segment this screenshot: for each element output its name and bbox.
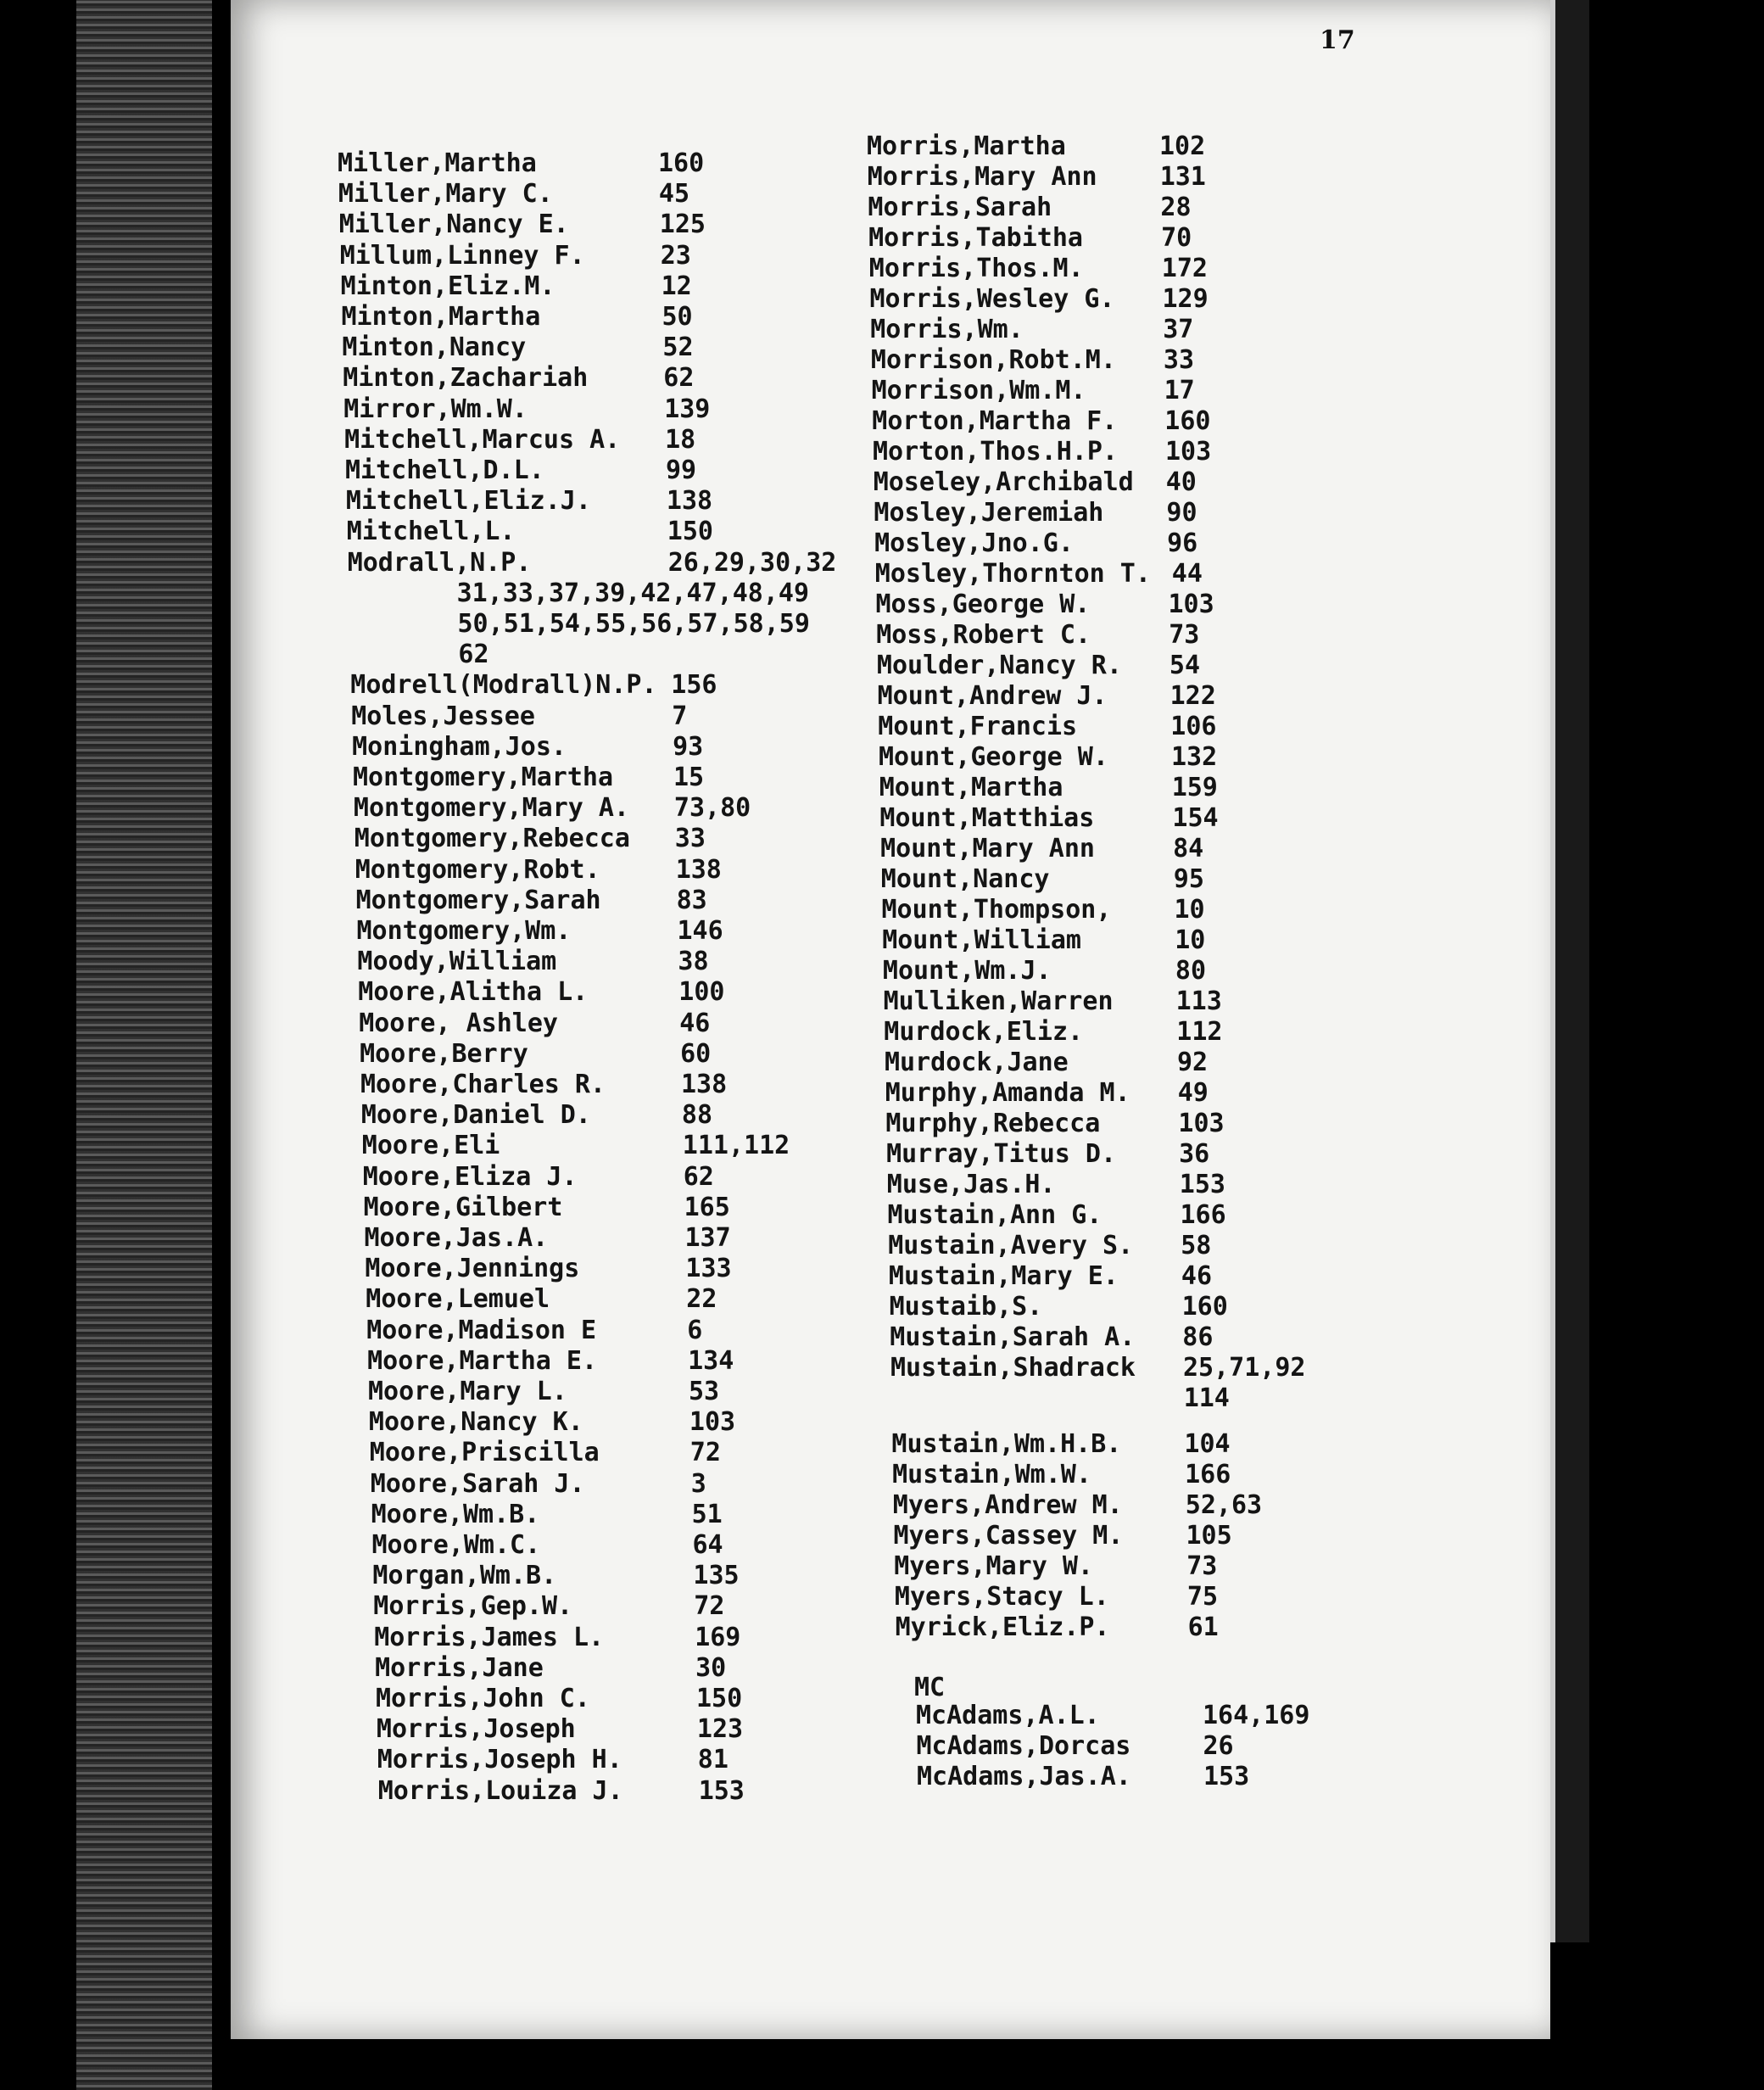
entry-pages: 49	[1177, 1078, 1209, 1108]
entry-name: Morris,Jane	[375, 1652, 544, 1683]
entry-pages: 160	[658, 148, 705, 178]
entry-pages: 50,51,54,55,56,57,58,59	[457, 609, 810, 639]
entry-name: Mitchell,D.L.	[345, 455, 544, 485]
entry-name: Morris,James L.	[374, 1622, 605, 1652]
entry-name: Mount,George W.	[879, 742, 1108, 772]
entry-name: Morris,Gep.W.	[373, 1591, 573, 1622]
entry-pages: 46	[1181, 1261, 1213, 1291]
entry-name: Mustain,Mary E.	[888, 1261, 1119, 1291]
entry-name: Mount,Francis	[878, 712, 1078, 741]
entry-pages: 31,33,37,39,42,47,48,49	[456, 578, 810, 608]
entry-name: Morrison,Wm.M.	[871, 376, 1086, 405]
entry-name: Morton,Martha F.	[872, 406, 1118, 436]
entry-pages: 112	[1176, 1017, 1223, 1047]
entry-pages: 100	[678, 977, 725, 1008]
entry-name: Moore,Priscilla	[369, 1438, 600, 1468]
entry-pages: 62	[663, 363, 695, 394]
entry-pages: 46	[679, 1008, 711, 1038]
entry-name: Moore,Jennings	[365, 1254, 580, 1284]
entry-pages: 90	[1166, 498, 1197, 528]
entry-pages: 17	[1164, 376, 1195, 405]
entry-pages: 160	[1164, 406, 1211, 436]
entry-name: Minton,Zachariah	[343, 363, 589, 394]
entry-name: Myrick,Eliz.P.	[895, 1612, 1110, 1642]
entry-pages: 44	[1171, 559, 1203, 589]
entry-name: Mulliken,Warren	[883, 986, 1114, 1016]
entry-name: Moore,Sarah J.	[370, 1468, 585, 1499]
entry-pages: 73	[1169, 620, 1200, 650]
entry-name: Mitchell,L.	[346, 517, 516, 547]
entry-name: Moss,George W.	[875, 590, 1091, 619]
entry-pages: 23	[660, 240, 691, 271]
entry-pages: 36	[1179, 1139, 1210, 1169]
entry-pages: 22	[686, 1284, 717, 1315]
entry-name: Moore,Nancy K.	[368, 1407, 583, 1438]
entry-name: Morris,Wm.	[870, 315, 1024, 344]
entry-pages: 125	[659, 210, 706, 240]
page-number: 17	[1320, 25, 1355, 55]
entry-pages: 18	[665, 424, 696, 455]
entry-pages: 106	[1170, 712, 1217, 741]
entry-pages: 40	[1165, 467, 1197, 497]
entry-name: Morris,Thos.M.	[868, 254, 1084, 283]
entry-name: Mount,Wm.J.	[882, 956, 1052, 986]
entry-pages: 114	[1183, 1383, 1230, 1413]
entry-name: Moulder,Nancy R.	[876, 651, 1122, 680]
entry-pages: 52,63	[1185, 1490, 1263, 1520]
entry-name: Moore,Daniel D.	[360, 1100, 591, 1131]
entry-name: Myers,Cassey M.	[893, 1521, 1124, 1551]
entry-name: McAdams,Jas.A.	[917, 1762, 1131, 1791]
entry-name: Modrall,N.P.	[347, 547, 532, 578]
book-binding-edge	[76, 0, 212, 2090]
entry-pages: 134	[688, 1345, 734, 1376]
entry-name: Mount,Thompson,	[881, 895, 1112, 925]
entry-name: Morris,Martha	[867, 131, 1066, 161]
entry-name: Myers,Stacy L.	[894, 1582, 1109, 1612]
entry-pages: 33	[1163, 345, 1195, 375]
entry-name: Montgomery,Rebecca	[354, 824, 630, 854]
entry-name: Moore,Eli	[361, 1131, 500, 1161]
entry-name: Mount,Mary Ann	[880, 834, 1095, 863]
entry-name: Minton,Martha	[341, 302, 541, 332]
entry-pages: 103	[1168, 590, 1214, 619]
entry-name: Murphy,Rebecca	[885, 1109, 1101, 1138]
entry-name: McAdams,A.L.	[916, 1701, 1100, 1730]
entry-name: Mustain,Avery S.	[888, 1231, 1134, 1260]
entry-name: Moore,Lemuel	[366, 1284, 550, 1315]
entry-name: Morrison,Robt.M.	[870, 345, 1116, 375]
entry-name: Mosley,Jno.G.	[874, 528, 1074, 558]
entry-name: Montgomery,Robt.	[354, 854, 600, 885]
entry-pages: 153	[698, 1775, 745, 1806]
entry-pages: 99	[666, 455, 697, 485]
entry-name: Miller,Mary C.	[338, 179, 553, 210]
entry-name: Mustain,Ann G.	[887, 1200, 1102, 1230]
entry-pages: 7	[672, 701, 688, 731]
entry-name: Minton,Eliz.M.	[340, 271, 555, 301]
entry-pages: 84	[1173, 834, 1204, 863]
entry-name: Montgomery,Martha	[353, 763, 614, 792]
entry-name: Moseley,Archibald	[873, 467, 1134, 497]
entry-pages: 138	[681, 1070, 728, 1099]
entry-pages: 113	[1175, 986, 1222, 1016]
entry-pages: 166	[1185, 1460, 1231, 1489]
entry-pages: 154	[1172, 803, 1219, 833]
entry-name: Mustain,Wm.H.B.	[891, 1429, 1122, 1459]
entry-name: Miller,Martha	[338, 148, 537, 178]
entry-pages: 10	[1175, 925, 1206, 955]
entry-name: Mirror,Wm.W.	[343, 394, 528, 424]
entry-pages: 150	[667, 517, 713, 547]
entry-name: Moore,Jas.A.	[364, 1223, 549, 1253]
entry-name: Montgomery,Mary A.	[353, 793, 629, 824]
entry-pages: 80	[1175, 956, 1207, 986]
entry-name: Morris,John C.	[376, 1684, 590, 1713]
entry-pages: 92	[1177, 1048, 1209, 1077]
entry-name: Moore,Madison E	[366, 1315, 597, 1345]
entry-name: Moody,William	[357, 947, 557, 977]
entry-pages: 53	[689, 1377, 720, 1406]
entry-pages: 156	[671, 670, 717, 701]
entry-pages: 165	[684, 1192, 730, 1222]
entry-pages: 28	[1160, 193, 1192, 222]
entry-name: Murdock,Eliz.	[884, 1017, 1084, 1047]
entry-name: Morris,Tabitha	[868, 223, 1083, 253]
entry-pages: 103	[1178, 1109, 1225, 1138]
entry-pages: 73,80	[673, 793, 751, 824]
entry-name: Moore,Martha E.	[367, 1345, 598, 1376]
entry-name: Mount,Martha	[879, 773, 1063, 802]
entry-pages: 50	[662, 302, 693, 332]
entry-name: Mount,Nancy	[880, 864, 1050, 894]
entry-name: Murdock,Jane	[885, 1048, 1069, 1077]
entry-pages: 105	[1186, 1521, 1232, 1551]
entry-name: Miller,Nancy E.	[338, 210, 569, 240]
entry-name: Moles,Jessee	[351, 701, 535, 731]
entry-pages: 88	[681, 1100, 713, 1131]
entry-pages: 61	[1187, 1612, 1219, 1642]
entry-pages: 93	[673, 731, 704, 762]
entry-pages: 164,169	[1203, 1701, 1310, 1730]
entry-pages: 139	[664, 394, 711, 424]
entry-name: Mount,William	[882, 925, 1081, 955]
entry-pages: 111,112	[682, 1131, 790, 1161]
entry-name: Montgomery,Sarah	[355, 885, 601, 915]
entry-pages: 26	[1203, 1731, 1234, 1761]
entry-pages: 62	[683, 1161, 714, 1192]
entry-name: Moore,Gilbert	[363, 1192, 563, 1222]
entry-name: Moore, Ashley	[359, 1008, 558, 1038]
entry-pages: 58	[1181, 1231, 1212, 1260]
entry-name: Montgomery,Wm.	[356, 916, 572, 946]
entry-pages: 37	[1163, 315, 1194, 344]
entry-pages: 73	[1186, 1551, 1218, 1581]
section-heading-mc: MC	[914, 1673, 946, 1702]
entry-name: Moore,Berry	[360, 1038, 528, 1069]
entry-name: Myers,Mary W.	[894, 1551, 1093, 1581]
entry-pages: 51	[691, 1499, 723, 1529]
entry-pages: 52	[662, 332, 694, 363]
entry-pages: 153	[1179, 1170, 1225, 1199]
entry-name: Mitchell,Marcus A.	[344, 424, 621, 455]
entry-pages: 169	[695, 1622, 741, 1652]
entry-pages: 64	[692, 1530, 723, 1560]
entry-pages: 30	[695, 1652, 727, 1683]
entry-name: Muse,Jas.H.	[886, 1170, 1056, 1199]
entry-name: Mount,Matthias	[879, 803, 1095, 833]
entry-name: Moore,Alitha L.	[358, 977, 589, 1008]
page-edge-shadow	[1550, 0, 1589, 1942]
entry-name: Morris,Wesley G.	[869, 284, 1115, 314]
entry-pages: 138	[675, 854, 722, 885]
entry-name: Murphy,Amanda M.	[885, 1078, 1130, 1108]
entry-name: Morgan,Wm.B.	[372, 1561, 557, 1591]
entry-pages: 75	[1186, 1582, 1219, 1612]
entry-pages: 159	[1171, 773, 1218, 802]
entry-name: Mustain,Shadrack	[890, 1353, 1136, 1383]
entry-name: Mount,Andrew J.	[877, 681, 1108, 711]
entry-name: Morris,Sarah	[868, 193, 1052, 222]
entry-pages: 104	[1184, 1429, 1231, 1459]
entry-name: Myers,Andrew M.	[892, 1490, 1123, 1520]
entry-name: Moore,Mary L.	[368, 1377, 567, 1406]
entry-pages: 96	[1167, 528, 1198, 558]
entry-pages: 26,29,30,32	[667, 547, 837, 578]
entry-name: Minton,Nancy	[342, 332, 527, 363]
entry-pages: 10	[1174, 895, 1205, 925]
entry-pages: 72	[689, 1438, 721, 1468]
entry-name: Modrell(Modrall)N.P.	[350, 670, 657, 701]
entry-pages: 86	[1182, 1322, 1214, 1352]
entry-name: Moningham,Jos.	[352, 731, 567, 762]
entry-pages: 102	[1159, 131, 1206, 161]
entry-pages: 166	[1180, 1200, 1226, 1230]
entry-pages: 60	[680, 1038, 712, 1069]
entry-pages: 122	[1169, 681, 1216, 711]
entry-name: Murray,Titus D.	[886, 1139, 1117, 1169]
entry-name: Morris,Joseph	[376, 1714, 576, 1745]
entry-name: Mosley,Jeremiah	[874, 498, 1104, 528]
entry-pages: 172	[1161, 254, 1208, 283]
entry-pages: 15	[673, 763, 705, 792]
entry-pages: 54	[1169, 651, 1201, 680]
entry-pages: 135	[693, 1561, 740, 1591]
entry-name: Morton,Thos.H.P.	[873, 437, 1118, 467]
entry-pages: 70	[1161, 223, 1192, 253]
entry-pages: 103	[689, 1407, 736, 1438]
entry-name: Moore,Charles R.	[360, 1070, 606, 1099]
entry-pages: 123	[696, 1714, 744, 1745]
entry-pages: 62	[458, 640, 489, 670]
entry-name: Millum,Linney F.	[339, 240, 585, 271]
entry-pages: 38	[678, 947, 709, 977]
entry-pages: 133	[685, 1254, 732, 1284]
entry-pages: 132	[1171, 742, 1218, 772]
entry-pages: 45	[658, 179, 690, 210]
entry-pages: 150	[696, 1684, 743, 1713]
entry-name: Mustain,Wm.W.	[892, 1460, 1091, 1489]
entry-pages: 137	[684, 1223, 731, 1253]
entry-pages: 6	[687, 1315, 703, 1345]
entry-pages: 72	[694, 1591, 725, 1622]
entry-pages: 95	[1173, 864, 1204, 894]
entry-name: Morris,Mary Ann	[867, 162, 1097, 192]
entry-name: Moore,Wm.C.	[371, 1530, 541, 1560]
entry-pages: 25,71,92	[1183, 1353, 1306, 1383]
entry-name: Morris,Louiza J.	[377, 1775, 623, 1806]
entry-name: Mitchell,Eliz.J.	[345, 486, 591, 517]
entry-pages: 153	[1203, 1762, 1250, 1791]
entry-name: Mosley,Thornton T.	[874, 559, 1151, 589]
entry-pages: 81	[697, 1745, 728, 1775]
entry-pages: 131	[1159, 162, 1206, 192]
entry-name: Mustain,Sarah A.	[890, 1322, 1136, 1352]
entry-pages: 129	[1162, 284, 1209, 314]
entry-name: Moore,Wm.B.	[371, 1499, 540, 1529]
entry-pages: 12	[661, 271, 692, 301]
entry-name: Moore,Eliza J.	[362, 1161, 578, 1192]
entry-name: Mustaib,S.	[889, 1292, 1043, 1322]
entry-pages: 33	[674, 824, 706, 854]
entry-pages: 103	[1165, 437, 1212, 467]
entry-name: Morris,Joseph H.	[377, 1745, 622, 1775]
entry-pages: 160	[1181, 1292, 1228, 1322]
entry-pages: 83	[676, 885, 707, 915]
entry-name: Moss,Robert C.	[876, 620, 1091, 650]
entry-pages: 3	[690, 1468, 706, 1499]
entry-pages: 138	[666, 486, 713, 517]
entry-pages: 146	[677, 916, 723, 946]
entry-name: McAdams,Dorcas	[916, 1731, 1131, 1761]
